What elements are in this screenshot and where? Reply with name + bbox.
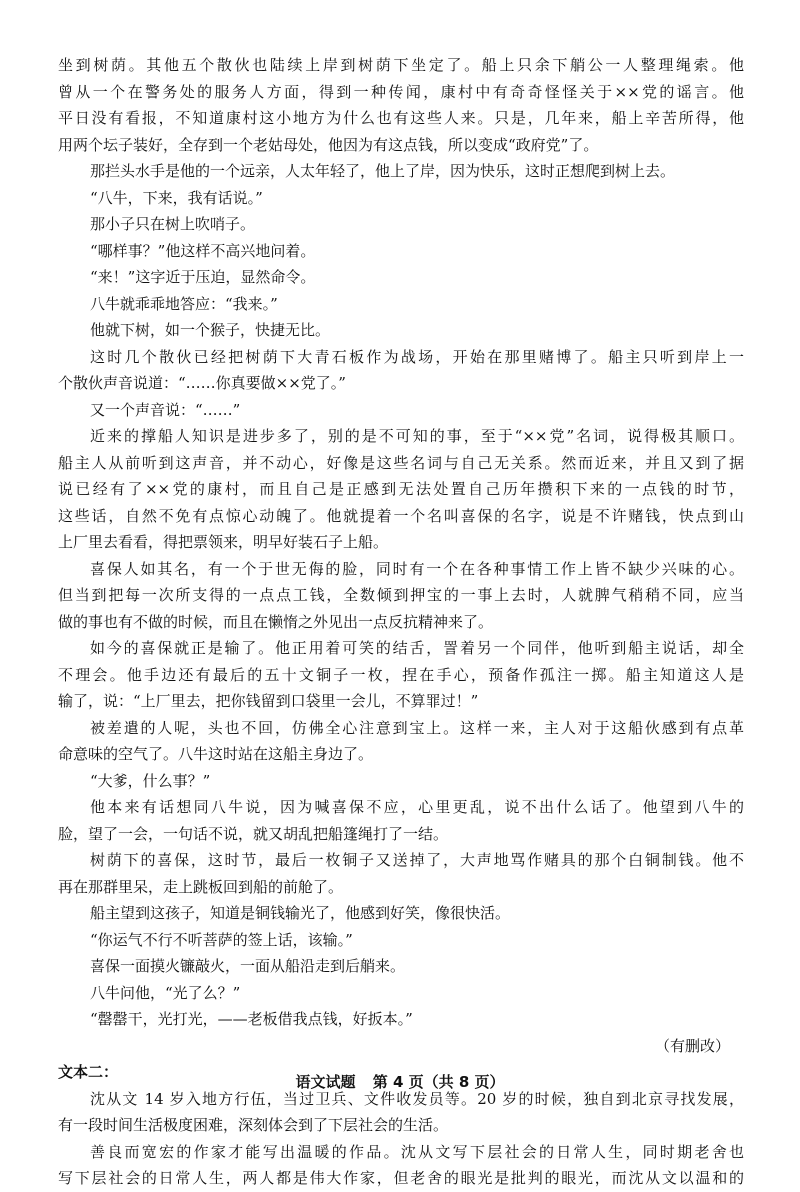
dialogue-line: 八牛就乖乖地答应：“我来。” xyxy=(90,294,278,313)
paragraph-line: 有一段时间生活极度困难，深刻体会到了下层社会的生活。 xyxy=(58,1116,449,1134)
paragraph-line: 那小子只在树上吹哨子。 xyxy=(90,215,256,233)
paragraph-line: 喜保人如其名，有一个于世无侮的脸，同时有一个在各种事情工作上皆不缺少兴味的心。 xyxy=(90,559,744,578)
paragraph-line: 写下层社会的日常人生，两人都是伟大作家，但老舍的眼光是批判的眼光，而沈从文以温和的 xyxy=(58,1169,744,1187)
paragraph-line: 这时几个散伙已经把树荫下大青石板作为战场，开始在那里赌博了。船主只听到岸上一 xyxy=(90,347,744,366)
paragraph-line: 曾从一个在警务处的服务人方面，得到一种传闻，康村中有奇奇怪怪关于××党的谣言。他 xyxy=(58,82,744,101)
paragraph-line: 如今的喜保就正是输了。他正用着可笑的结舌，詈着另一个同伴，他听到船主说话，却全 xyxy=(90,639,744,657)
paragraph-line: 不理会。他手边还有最后的五十文铜子一枚，捏在手心，预备作孤注一掷。船主知道这人是 xyxy=(58,665,744,684)
paragraph-line: 那拦头水手是他的一个远亲，人太年轻了，他上了岸，因为快乐，这时正想爬到树上去。 xyxy=(90,162,676,180)
paragraph-line: 他本来有话想同八牛说，因为喊喜保不应，心里更乱，说不出什么话了。他望到八牛的 xyxy=(90,798,744,816)
paragraph-line: 个散伙声音说道：“……你真要做××党了。” xyxy=(58,374,346,392)
paragraph-line: 船主人从前听到这声音，并不动心，好像是这些名词与自己无关系。然而近来，并且又到了据 xyxy=(58,453,744,472)
exam-page xyxy=(58,52,744,1192)
paragraph-line: 输了，说：“上厂里去，把你钱留到口袋里一会儿，不算罪过！” xyxy=(58,692,479,710)
paragraph-line: 再在那群里呆，走上跳板回到船的前舱了。 xyxy=(58,877,344,896)
dialogue-line: “罄罄干，光打光，——老板借我点钱，好扳本。” xyxy=(90,1010,413,1028)
paragraph-line: 脸，望了一会，一句话不说，就又胡乱把船篷绳打了一结。 xyxy=(58,824,449,843)
page-footer xyxy=(0,1070,800,1094)
dialogue-line: 八牛问他，“光了么？” xyxy=(90,983,241,1002)
paragraph-line: 但当到把每一次所支得的一点点工钱，全数倾到押宝的一事上去时，人就脾气稍稍不同，应当 xyxy=(58,586,744,604)
paragraph-line: 用两个坛子装好，全存到一个老姑母处，他因为有这点钱，所以变成“政府党”了。 xyxy=(58,135,599,154)
dialogue-line: “大爹，什么事？” xyxy=(90,771,211,790)
paragraph-line: 善良而宽宏的作家才能写出温暖的作品。沈从文写下层社会的日常人生，同时期老舍也 xyxy=(90,1142,744,1161)
abridged-note: （有删改） xyxy=(654,1036,730,1055)
paragraph-line: 树荫下的喜保，这时节，最后一枚铜子又送掉了，大声地骂作赌具的那个白铜制钱。他不 xyxy=(90,851,744,869)
paragraph-line: 近来的撑船人知识是进步多了，别的是不可知的事，至于“××党”名词，说得极其顺口。 xyxy=(90,427,744,445)
paragraph-line: 他就下树，如一个猴子，快捷无比。 xyxy=(90,321,331,339)
paragraph-line: 说已经有了××党的康村，而且自己是正感到无法处置自己历年攒积下来的一点钱的时节， xyxy=(58,480,744,498)
paragraph-line: 船主望到这孩子，知道是铜钱输光了，他感到好笑，像很快活。 xyxy=(90,904,511,922)
paragraph-line: 喜保一面摸火镰敲火，一面从船沿走到后艄来。 xyxy=(90,957,406,975)
paragraph-line: 上厂里去看看，得把票领来，明早好装石子上船。 xyxy=(58,533,389,551)
section-heading: 文本二： xyxy=(58,1063,119,1081)
dialogue-line: “哪样事？”他这样不高兴地问着。 xyxy=(90,241,316,260)
dialogue-line: “八牛，下来，我有话说。” xyxy=(90,188,263,207)
paragraph-line: 沈从文 14 岁入地方行伍，当过卫兵、文件收发员等。20 岁的时候，独自到北京寻找发展， xyxy=(90,1089,744,1108)
page-number: 第 4 页（共 8 页） xyxy=(372,1073,505,1091)
paragraph-line: 平日没有看报，不知道康村这小地方为什么也有这些人来。只是，几年来，船上辛苦所得，他 xyxy=(58,109,744,127)
paragraph-line: 这些话，自然不免有点惊心动魄了。他就提着一个名叫喜保的名字，说是不许赌钱，快点到山 xyxy=(58,506,744,525)
paragraph-line: 被差遣的人呢，头也不回，仿佛全心注意到宝上。这样一来，主人对于这船伙感到有点革 xyxy=(90,718,744,737)
dialogue-line: “你运气不行不听菩萨的签上话，该输。” xyxy=(90,930,353,949)
paragraph-line: 做的事也有不做的时候，而且在懒惰之外见出一点反抗精神来了。 xyxy=(58,612,494,631)
paragraph-line: 命意味的空气了。八牛这时站在这船主身边了。 xyxy=(58,745,374,763)
dialogue-line: 又一个声音说：“……” xyxy=(90,400,241,419)
text-one xyxy=(58,52,744,1059)
paragraph-line: 坐到树荫。其他五个散伙也陆续上岸到树荫下坐定了。船上只余下艄公一人整理绳索。他 xyxy=(58,56,744,74)
exam-subject: 语文试题 xyxy=(295,1073,356,1091)
dialogue-line: “来！”这字近于压迫，显然命令。 xyxy=(90,268,316,286)
